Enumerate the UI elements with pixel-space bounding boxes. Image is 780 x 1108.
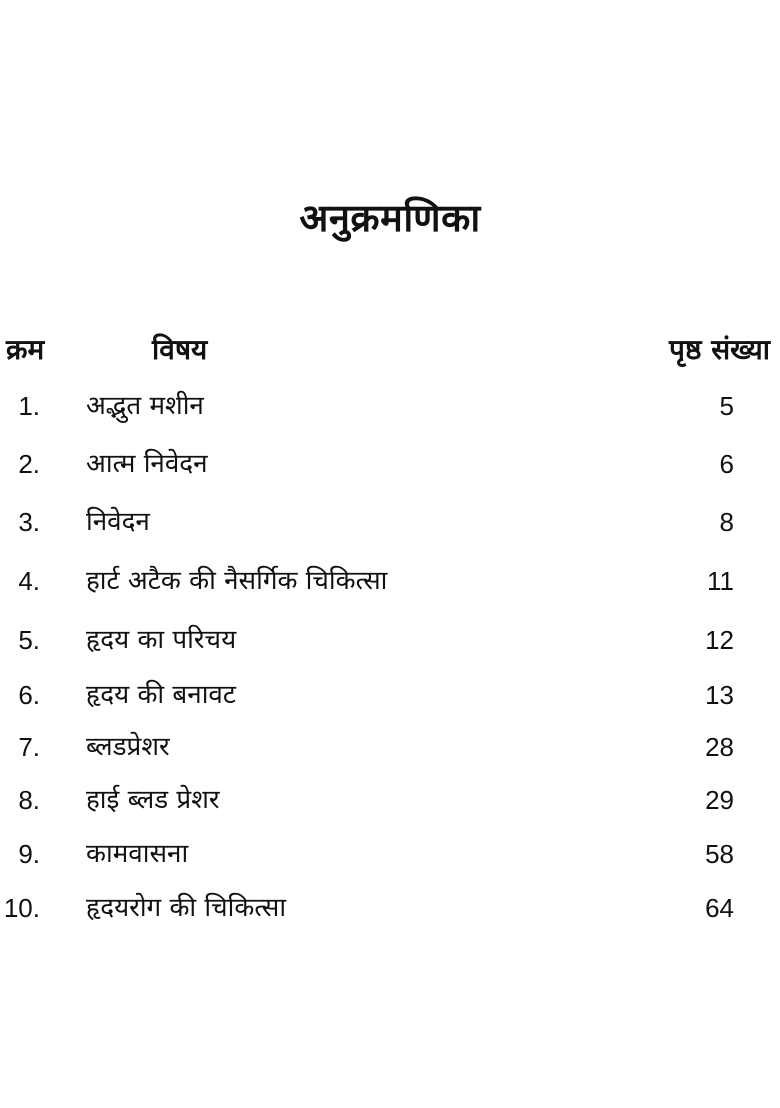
- entry-number: 1.: [18, 391, 40, 421]
- entry-number: 8.: [18, 785, 40, 815]
- entry-page: 29: [705, 785, 734, 815]
- list-item: [0, 444, 780, 484]
- entry-subject: निवेदन: [86, 507, 150, 537]
- entry-page: 6: [719, 449, 734, 479]
- header-number: क्रम: [6, 333, 45, 366]
- entry-subject: हार्ट अटैक की नैसर्गिक चिकित्सा: [86, 566, 388, 596]
- list-item: [0, 620, 780, 660]
- list-item: [0, 727, 780, 767]
- entry-number: 10.: [3, 893, 40, 923]
- entry-page: 58: [705, 839, 734, 869]
- entry-page: 5: [719, 391, 734, 421]
- list-item: [0, 675, 780, 715]
- entry-page: 28: [705, 732, 734, 762]
- entry-subject: अद्भुत मशीन: [86, 391, 204, 421]
- entry-page: 13: [705, 680, 734, 710]
- entry-subject: आत्म निवेदन: [86, 449, 208, 479]
- entry-number: 2.: [18, 449, 40, 479]
- entry-subject: हाई ब्लड प्रेशर: [86, 785, 220, 815]
- entry-page: 64: [705, 893, 734, 923]
- list-item: [0, 386, 780, 426]
- list-item: [0, 780, 780, 820]
- list-item: [0, 502, 780, 542]
- list-item: [0, 561, 780, 601]
- page-title: अनुक्रमणिका: [299, 196, 481, 240]
- entry-subject: हृदय का परिचय: [86, 625, 237, 655]
- entry-number: 5.: [18, 625, 40, 655]
- entry-page: 11: [707, 566, 734, 596]
- header-page-number: पृष्ठ संख्या: [669, 333, 770, 366]
- entry-page: 8: [719, 507, 734, 537]
- entry-page: 12: [705, 625, 734, 655]
- list-item: [0, 834, 780, 874]
- list-item: [0, 888, 780, 928]
- entry-subject: हृदयरोग की चिकित्सा: [86, 893, 287, 923]
- entry-subject: कामवासना: [86, 839, 189, 869]
- entry-number: 3.: [18, 507, 40, 537]
- entry-number: 4.: [18, 566, 40, 596]
- header-subject: विषय: [152, 333, 208, 366]
- entry-number: 6.: [18, 680, 40, 710]
- entry-subject: हृदय की बनावट: [86, 680, 236, 710]
- entry-number: 7.: [18, 732, 40, 762]
- entry-subject: ब्लडप्रेशर: [86, 732, 170, 762]
- entry-number: 9.: [18, 839, 40, 869]
